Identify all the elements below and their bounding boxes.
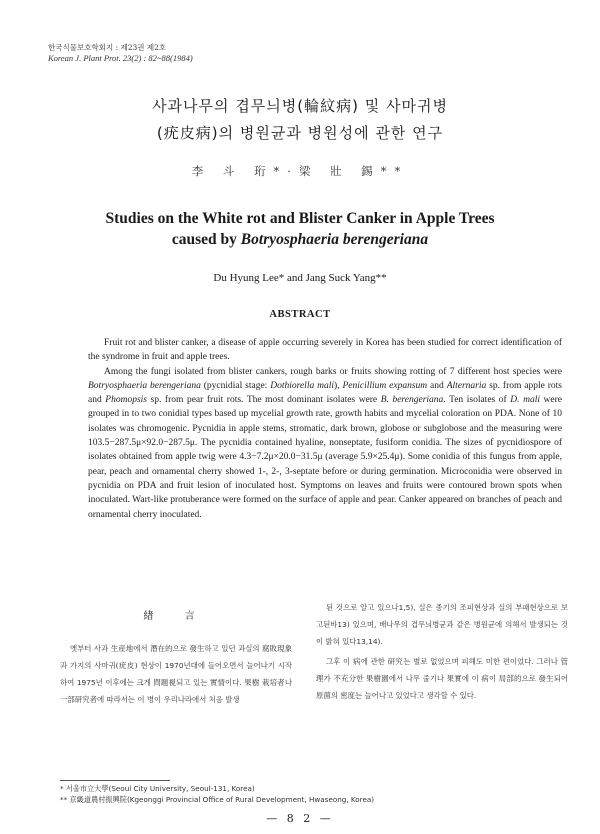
abstract-text: (pycnidial stage:	[200, 380, 271, 391]
korean-authors: 李 斗 珩*·梁 壯 錫**	[191, 164, 409, 178]
footnote-2: ** 京畿道農村振興院(Kgeonggi Provincial Office of Rural Development, Hwaseong, Korea)	[60, 795, 375, 804]
species-name: Alternaria	[446, 380, 487, 391]
abstract-text: were grouped in to two conidial types based up mycelial growth rate, growth habits and mycelial coloration on PDA. None of 10 isolates was chromogenic. Pycnidia in apple stems, stromatic, dark brown, globose or subglobose and the measuring were 103.5−287.5μ×92.0−287.5μ. The pycnidia contained hyaline, nonseptate, fusiform conidia. The sizes of pycnidiospore of isolates obtained from apple twig were 4.3−7.2μ×20.0−31.5μ (average 5.9×25.4μ). Some conidia of this fungus from apple, pear, peach and ornamental cherry showed 1-, 2-, 3-septate before or during germination. Microconidia were observed in pycnidia on PDA and fruit lesion of inoculated host. Symptoms on leaves and fruits were contoured brown spots when inoculated. Wart-like protuberance were formed on the surface of apple and pear. Canker appeared on branches of peach and ornamental cherry inoculated.	[88, 395, 563, 520]
english-title	[0, 208, 600, 250]
english-title-line2	[0, 229, 600, 250]
species-name: Penicillium expansum	[342, 380, 428, 391]
species-name: Dothiorella mali	[270, 380, 335, 391]
footnotes	[60, 783, 374, 805]
journal-korean: 한국식물보호학회지 : 제23권 제2호	[48, 43, 167, 52]
abstract-text: and	[427, 380, 447, 391]
abstract-text: sp. from apple rots and	[88, 380, 562, 406]
english-title-line1: Studies on the White rot and Blister Canker in Apple Trees	[105, 210, 495, 227]
footnote-divider	[60, 780, 170, 781]
intro-right-paragraph-2: 그후 이 病에 관한 研究는 별로 없었으며 피해도 미한 편이었다. 그러나 管理가 不充分한 果樹園에서 나무 줄기나 果實에 이 病이 局部的으로 發生되어 原菌의 密度는 늘어나고 있었다고 생각할 수 있다.	[316, 657, 568, 700]
abstract-paragraph-2	[88, 365, 562, 522]
abstract-text: Among the fungi isolated from blister cankers, rough barks or fruits showing rotting of 7 different host species were	[104, 366, 562, 377]
journal-english: Korean J. Plant Prot. 23(2) : 82~88(1984)	[48, 53, 193, 63]
species-name: Phomopsis	[105, 395, 147, 406]
intro-right-column	[316, 599, 568, 704]
species-name: D. mali	[510, 395, 540, 406]
abstract-text: sp. from pear fruit rots. The most dominant isolates were	[146, 395, 381, 406]
journal-header	[48, 43, 193, 63]
intro-left-column	[60, 607, 292, 708]
intro-heading: 緖 言	[143, 611, 209, 622]
korean-title	[0, 93, 600, 147]
korean-title-line1: 사과나무의 겹무늬병(輪紋病) 및 사마귀병	[152, 97, 448, 115]
page-number: — 8 2 —	[266, 812, 334, 825]
abstract-text: ),	[334, 380, 343, 391]
abstract-heading: ABSTRACT	[269, 309, 331, 320]
species-name: B. berengeriana	[380, 395, 444, 406]
abstract-text: . Ten isolates of	[443, 395, 511, 406]
footnote-1: * 서울市立大學(Seoul City University, Seoul-131, Korea)	[60, 784, 255, 793]
korean-title-line2: (疣皮病)의 병원균과 병원성에 관한 연구	[156, 124, 444, 142]
english-authors: Du Hyung Lee* and Jang Suck Yang**	[213, 272, 387, 284]
species-name: Botryosphaeria berengeriana	[88, 380, 201, 391]
abstract-paragraph-1: Fruit rot and blister canker, a disease of apple occurring severely in Korea has been studied for correct identification of the syndrome in fruit and apple trees.	[88, 338, 562, 363]
english-title-species: Botryosphaeria berengeriana	[240, 231, 429, 248]
abstract-body	[88, 336, 562, 522]
intro-right-paragraph-1: 된 것으로 알고 있으나1,5), 실은 종기의 조피현상과 실의 부패현상으로 보고된바13) 있으며, 배나무의 겹무늬병균과 같은 병원균에 의해서 발생되는 것이 밝혀 있다13,14).	[316, 603, 568, 646]
intro-left-text-block	[60, 640, 292, 708]
intro-left-text: 옛부터 사과 生産地에서 潛在的으로 發生하고 있던 과실의 腐敗現象과 가지의 사마귀(疣皮) 현상이 1970년대에 들어오면서 늘어나기 시작하여 1975년 이후에는 크게 問題視되고 있는 實情이다. 果樹 栽培者나 一部研究者에 따라서는 이 병이 우리나라에서 처음 발생	[60, 644, 292, 704]
english-title-prefix: caused by	[171, 231, 241, 248]
